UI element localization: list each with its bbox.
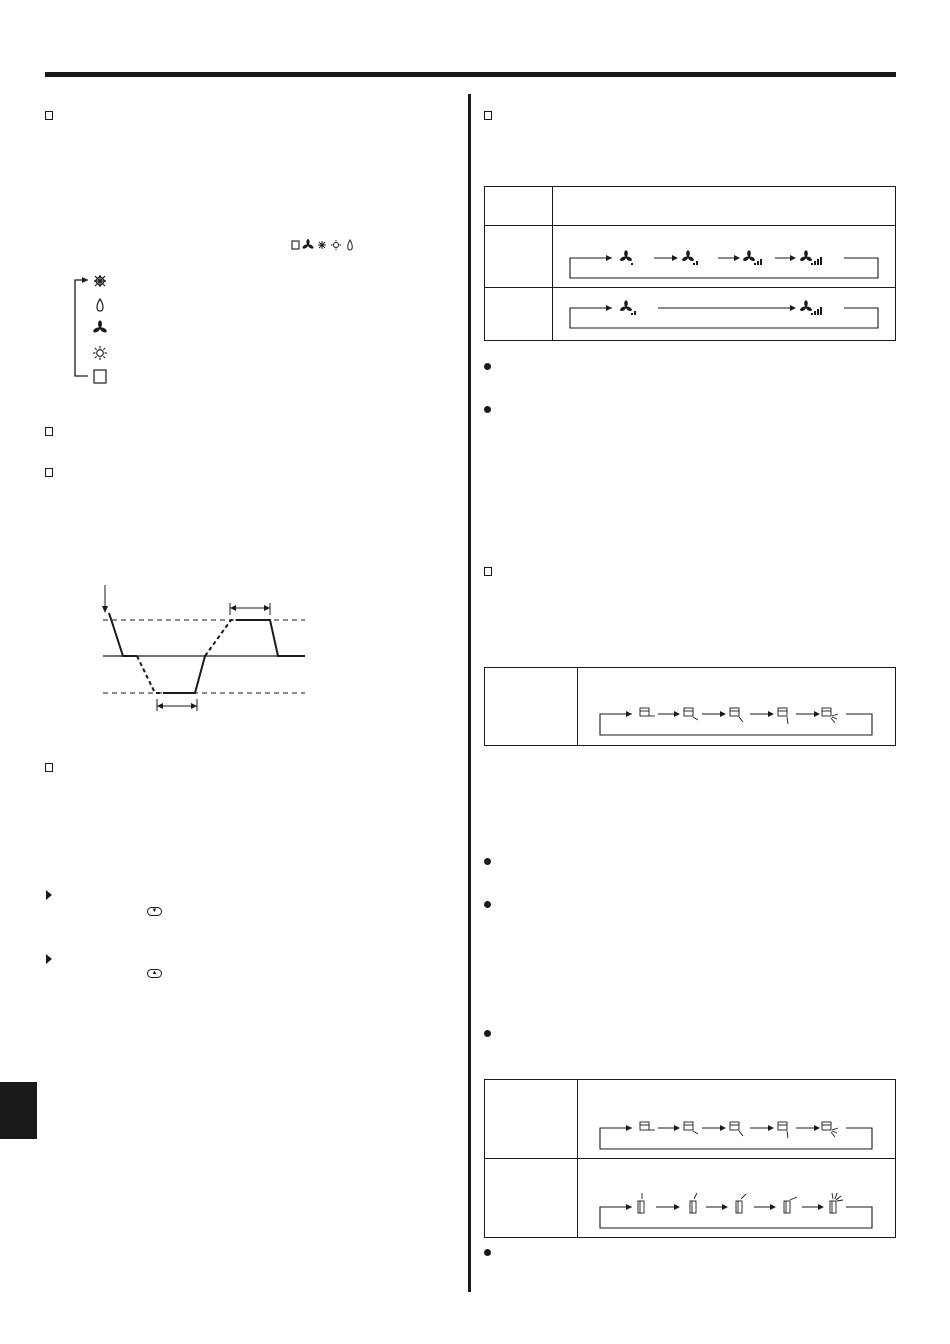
louver-cycle-diagram: [596, 1190, 876, 1232]
note-bullet: [484, 1249, 491, 1256]
column-divider: [468, 94, 471, 1292]
section-bullet-square: [45, 427, 53, 436]
note-bullet: [484, 363, 491, 370]
step-marker: [46, 890, 52, 900]
header-rule: [45, 72, 896, 77]
section-bullet-square: [45, 111, 53, 120]
section-bullet-square: [45, 763, 53, 772]
table-row-divider: [484, 225, 896, 226]
fan-speed-cycle-4-step: [560, 244, 890, 280]
section-bullet-square: [484, 567, 492, 576]
step-marker: [46, 954, 52, 964]
temperature-up-button[interactable]: ▲: [147, 969, 162, 978]
page-side-tab: [0, 1082, 37, 1139]
mode-icon-strip: [291, 238, 361, 252]
note-bullet: [484, 1030, 491, 1037]
table-col-divider: [552, 186, 553, 341]
section-bullet-square: [45, 468, 53, 477]
fan-speed-cycle-2-step: [560, 298, 890, 330]
table-col-divider: [577, 667, 578, 746]
auto-mode-temperature-graph: [95, 583, 310, 713]
note-bullet: [484, 858, 491, 865]
vane-cycle-diagram: [596, 704, 876, 738]
temperature-down-button[interactable]: ▼: [147, 907, 162, 916]
section-bullet-square: [484, 111, 492, 120]
note-bullet: [484, 901, 491, 908]
note-bullet: [484, 406, 491, 413]
vane-cycle-diagram-2: [596, 1118, 876, 1152]
table-row-divider: [484, 287, 896, 288]
mode-cycle-diagram: [70, 270, 120, 386]
table-row-divider: [484, 1158, 896, 1159]
